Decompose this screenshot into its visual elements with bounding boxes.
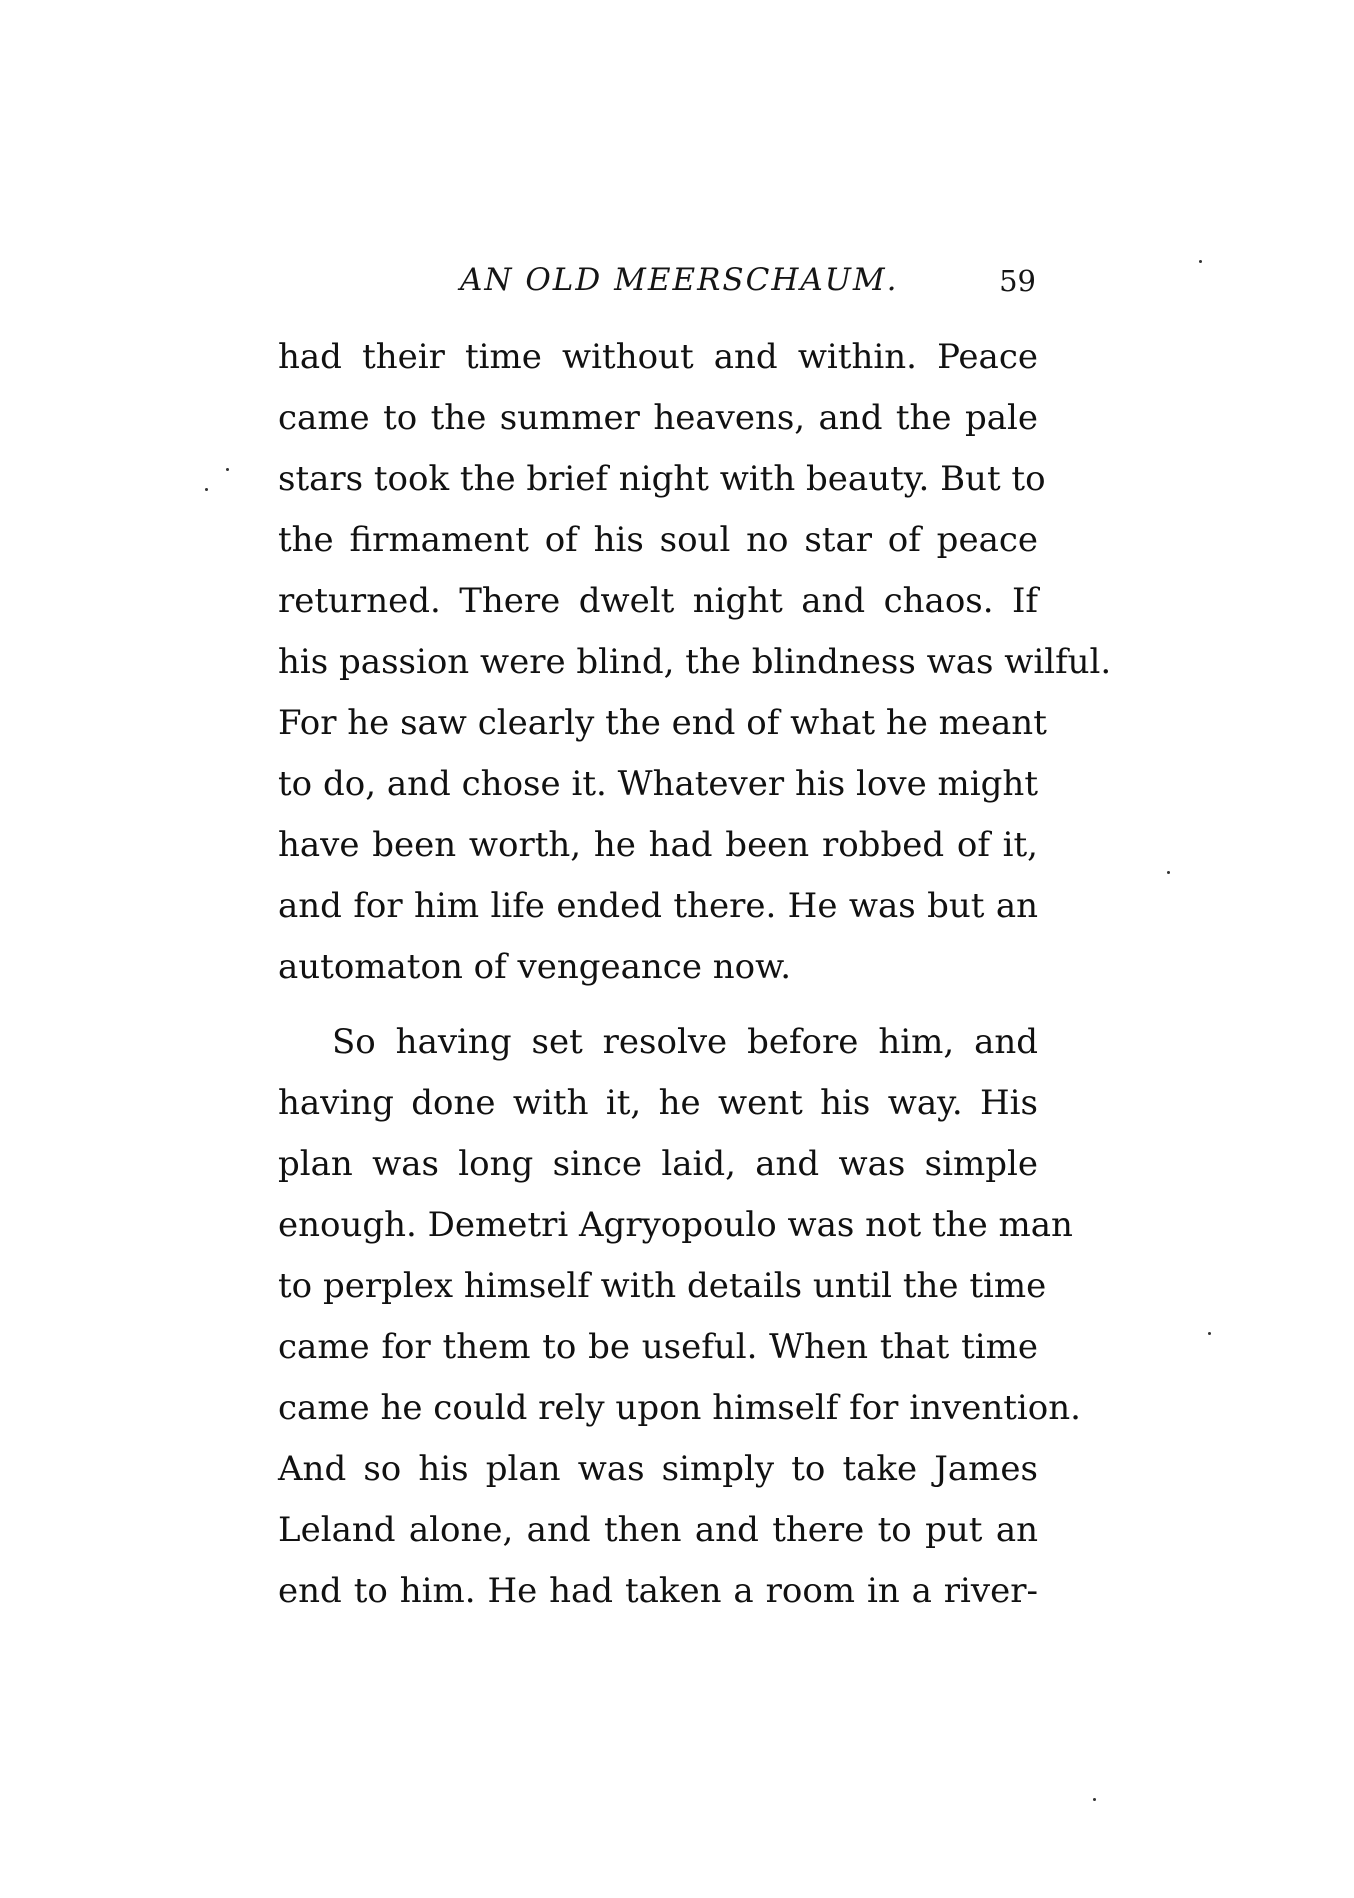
body-text [278,327,1112,1622]
text-line: For he saw clearly the end of what he meant [278,703,1047,743]
scan-speck [226,468,229,471]
text-line: end to him. He had taken a room in a river- [278,1571,1038,1611]
text-line: his passion were blind, the blindness was wilful. [278,642,1112,682]
paragraph-2 [278,1012,1081,1622]
text-line: So having set resolve before him, and [332,1022,1038,1062]
running-title: AN OLD MEERSCHAUM. [460,262,899,298]
text-line: came he could rely upon himself for invention. [278,1388,1081,1428]
text-line: returned. There dwelt night and chaos. If [278,581,1038,621]
text-line: enough. Demetri Agryopoulo was not the man [278,1205,1073,1245]
text-line: had their time without and within. Peace [278,337,1038,377]
scan-speck [1208,1332,1211,1335]
page-number: 59 [999,264,1036,298]
scan-speck [205,488,208,491]
running-header [270,262,1050,312]
text-line: automaton of vengeance now. [278,947,792,987]
text-line: came to the summer heavens, and the pale [278,398,1038,438]
text-line: to do, and chose it. Whatever his love might [278,764,1038,804]
scan-speck [1093,1798,1096,1801]
text-line: the firmament of his soul no star of peace [278,520,1038,560]
text-line: having done with it, he went his way. His [278,1083,1038,1123]
text-line: have been worth, he had been robbed of it, [278,825,1038,865]
text-line: And so his plan was simply to take James [278,1449,1038,1489]
text-line: plan was long since laid, and was simple [278,1144,1038,1184]
text-line: and for him life ended there. He was but an [278,886,1038,926]
text-line: Leland alone, and then and there to put an [278,1510,1038,1550]
text-line: to perplex himself with details until the time [278,1266,1047,1306]
text-line: stars took the brief night with beauty. But to [278,459,1046,499]
scan-speck [1167,871,1170,874]
paragraph-1 [278,327,1112,998]
paragraph-gap [278,998,1038,1012]
scan-speck [1199,260,1202,263]
text-line: came for them to be useful. When that time [278,1327,1038,1367]
